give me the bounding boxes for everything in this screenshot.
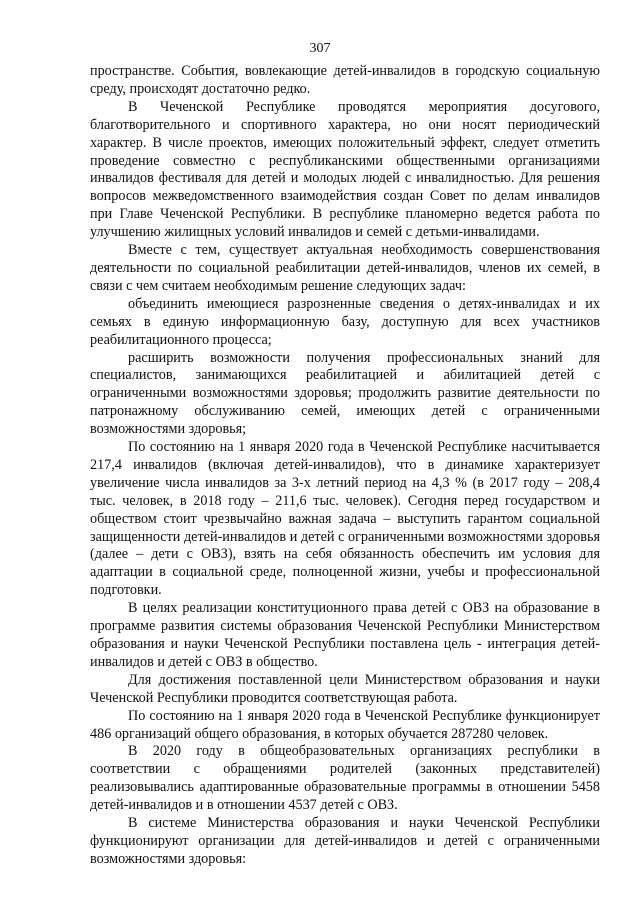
paragraph-adapted-programs: В 2020 году в общеобразовательных организациях республики в соответствии с обращениями родителей (законных представителей) реализовывались адаптированные образовательные программы в отношении 5458 детей-инвалидов и в отношении 4537 детей с ОВЗ. xyxy=(90,743,600,814)
paragraph-task-training: расширить возможности получения профессиональных знаний для специалистов, занимающихся реабилитацией и абилитацией детей с ограниченными возможностями здоровья; продолжить развитие деятельности по патронажному обслуживанию семей, имеющих детей с ограниченными возможностями здоровья; xyxy=(90,349,600,438)
paragraph-leisure-events: В Чеченской Республике проводятся мероприятия досугового, благотворительного и спортивного характера, но они носят периодический характер. В числе проектов, имеющих положительный эффект, следует отметить проведение совместно с республиканскими общественными организациями инвалидов фестиваля для детей и молодых людей с инвалидностью. Для решения вопросов межведомственного взаимодействия создан Совет по делам инвалидов при Главе Чеченской Республики. В республике планомерно ведется работа по улучшению жилищных условий инвалидов и семей с детьми-инвалидами. xyxy=(90,98,600,241)
paragraph-schools-count: По состоянию на 1 января 2020 года в Чеченской Республике функционирует 486 организаций общего образования, в которых обучается 287280 человек. xyxy=(90,707,600,742)
paragraph-ministry-organizations: В системе Министерства образования и науки Чеченской Республики функционируют организации для детей-инвалидов и детей с ограниченными возможностями здоровья: xyxy=(90,815,600,867)
page-body xyxy=(90,63,600,869)
paragraph-education-goal: В целях реализации конституционного права детей с ОВЗ на образование в программе развития системы образования Чеченской Республики Министерством образования и науки Чеченской Республики поставлена цель - интеграция детей-инвалидов и детей с ОВЗ в общество. xyxy=(90,600,600,670)
paragraph-ministry-work: Для достижения поставленной цели Министерством образования и науки Чеченской Республики проводится соответствующая работа. xyxy=(90,671,600,706)
paragraph-tasks-intro: Вместе с тем, существует актуальная необходимость совершенствования деятельности по социальной реабилитации детей-инвалидов, членов их семей, в связи с чем считаем необходимым решение следующих задач: xyxy=(90,242,600,294)
paragraph-statistics: По состоянию на 1 января 2020 года в Чеченской Республике насчитывается 217,4 инвалидов (включая детей-инвалидов), что в динамике характеризует увеличение числа инвалидов за 3-х летний период на 4,3 % (в 2017 году – 208,4 тыс. человек, в 2018 году – 211,6 тыс. человек). Сегодня перед государством и обществом стоит чрезвычайно важная задача – выступить гарантом социальной защищенности детей-инвалидов и детей с ограниченными возможностями здоровья (далее – дети с ОВЗ), взять на себя обязанность обеспечить им условия для адаптации в социальной среде, полноценной жизни, учебы и профессиональной подготовки. xyxy=(90,439,600,599)
paragraph-task-database: объединить имеющиеся разрозненные сведения о детях-инвалидах и их семьях в единую информационную базу, доступную для всех участников реабилитационного процесса; xyxy=(90,295,600,348)
paragraph-continuation: пространстве. События, вовлекающие детей-инвалидов в городскую социальную среду, происходят достаточно редко. xyxy=(90,63,600,97)
page-number: 307 xyxy=(309,41,331,56)
